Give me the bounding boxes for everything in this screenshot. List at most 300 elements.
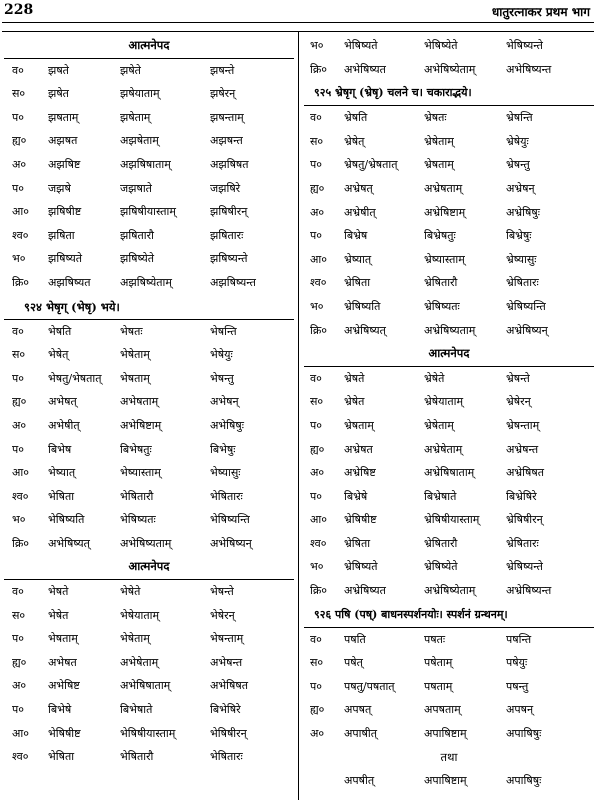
form-plural: अभेषिषुः xyxy=(210,418,244,432)
form-singular: झषेत xyxy=(48,87,69,101)
tense-label: क्रि० xyxy=(310,584,328,598)
tense-label: ह्य० xyxy=(310,703,325,717)
tense-label: प० xyxy=(310,489,322,503)
tense-label: आ० xyxy=(310,252,327,266)
form-singular: झषिषीष्ट xyxy=(48,205,82,219)
form-dual: भ्रेषेयाताम् xyxy=(424,395,464,409)
form-plural: अभ्रेषिषत xyxy=(506,466,544,480)
form-dual: झषेते xyxy=(120,63,141,77)
tense-label: स० xyxy=(12,608,26,622)
form-plural: अभ्रेषिषुः xyxy=(506,205,540,219)
tense-label: श्व० xyxy=(12,228,29,242)
form-dual: भेषिष्यतः xyxy=(120,513,156,527)
form-dual: अभेषिष्यताम् xyxy=(120,536,172,550)
form-dual: बिभेषाते xyxy=(120,703,153,717)
tense-label: प० xyxy=(12,181,24,195)
table-row xyxy=(304,248,594,272)
tense-label: प० xyxy=(310,229,322,243)
form-plural: भ्रेषन्तु xyxy=(506,158,530,172)
table-row xyxy=(4,247,294,271)
form-singular: भेषति xyxy=(48,324,72,338)
form-dual: भेष्यास्ताम् xyxy=(120,466,161,480)
table-row xyxy=(4,224,294,248)
table-row xyxy=(4,651,294,675)
form-dual: अभ्रेषताम् xyxy=(424,181,463,195)
form-singular: भेषेत xyxy=(48,608,69,622)
tense-label: प० xyxy=(310,679,322,693)
form-singular: भ्रेषताम् xyxy=(344,418,374,432)
form-dual: भ्रेषेते xyxy=(424,371,445,385)
form-dual: अभ्रेषिष्यताम् xyxy=(424,323,476,337)
form-singular: भ्रेषति xyxy=(344,111,368,125)
form-dual: भेषतः xyxy=(120,324,143,338)
form-singular: झषिता xyxy=(48,228,75,242)
form-dual: अभ्रेषेताम् xyxy=(424,442,463,456)
form-dual: भ्रेष्यास्ताम् xyxy=(424,252,465,266)
tense-label: भ० xyxy=(12,252,26,266)
tense-label: ह्य० xyxy=(12,395,27,409)
form-dual: झषिषीयास्ताम् xyxy=(120,205,176,219)
form-plural: झषितारः xyxy=(210,228,244,242)
table-row xyxy=(304,555,594,579)
form-singular: भेषिष्यति xyxy=(48,513,85,527)
table-row xyxy=(4,438,294,462)
form-dual: पषताम् xyxy=(424,679,453,693)
table-row xyxy=(4,59,294,83)
table-row xyxy=(4,532,294,556)
form-dual: अभ्रेषिषाताम् xyxy=(424,466,475,480)
form-singular: भ्रेषते xyxy=(344,371,365,385)
form-plural: बिभेषिरे xyxy=(210,703,241,717)
table-row xyxy=(304,319,594,343)
conjugation-table-924-atmanepada xyxy=(4,580,294,769)
tense-label: अ० xyxy=(310,727,325,741)
table-row xyxy=(304,224,594,248)
form-dual: भेषेयाताम् xyxy=(120,608,160,622)
tense-label: प० xyxy=(310,418,322,432)
tense-label: अ० xyxy=(310,205,325,219)
form-singular: बिभ्रेष xyxy=(344,229,368,243)
form-dual: भेषेताम् xyxy=(120,632,150,646)
table-row xyxy=(304,130,594,154)
form-plural: भ्रेष्यासुः xyxy=(506,252,537,266)
form-dual: झषेयाताम् xyxy=(120,87,160,101)
form-plural: जझषिरे xyxy=(210,181,241,195)
table-row xyxy=(4,129,294,153)
table-row xyxy=(304,532,594,556)
form-dual: जझषाते xyxy=(120,181,152,195)
form-dual: झषिष्येते xyxy=(120,252,155,266)
form-dual: भ्रेषितारौ xyxy=(424,276,458,290)
table-row xyxy=(4,390,294,414)
table-row xyxy=(4,508,294,532)
form-singular: अभेषिष्यत् xyxy=(48,536,90,550)
table-row xyxy=(304,106,594,130)
table-row xyxy=(4,367,294,391)
tense-label: प० xyxy=(12,632,24,646)
conjugation-table-925-atmanepada xyxy=(304,367,594,603)
form-dual: भ्रेषेताम् xyxy=(424,134,454,148)
form-singular: अभ्रेषिष्यत् xyxy=(344,323,386,337)
section-heading-atmanepada-1: आत्मनेपद xyxy=(4,34,294,59)
tense-label: स० xyxy=(310,656,324,670)
form-plural: भ्रेषितारः xyxy=(506,536,539,550)
form-singular: जझषे xyxy=(48,181,71,195)
form-plural: अभ्रेषिष्यन्त xyxy=(506,584,552,598)
form-plural: भेषेयुः xyxy=(210,348,233,362)
conjugation-table-925 xyxy=(304,106,594,342)
tense-label: व० xyxy=(12,324,24,338)
table-row xyxy=(4,745,294,769)
form-dual: पषतः xyxy=(424,632,446,646)
tense-label: स० xyxy=(12,87,26,101)
tense-label: अ० xyxy=(12,157,27,171)
form-plural: झषिषीरन् xyxy=(210,205,248,219)
form-dual: भेषताम् xyxy=(120,371,150,385)
tense-label: व० xyxy=(12,585,24,599)
table-row xyxy=(304,628,594,652)
form-plural: भेषन्ताम् xyxy=(210,632,244,646)
tense-label: व० xyxy=(310,111,322,125)
form-singular: भेष्यात् xyxy=(48,466,76,480)
form-plural: अपाषिषुः xyxy=(506,774,542,788)
left-column xyxy=(4,34,294,769)
tense-label: आ० xyxy=(310,513,327,527)
form-plural: अभेषन् xyxy=(210,395,239,409)
tense-label: स० xyxy=(12,348,26,362)
tense-label: प० xyxy=(12,110,24,124)
tense-label: ह्य० xyxy=(310,181,325,195)
form-singular: अभेषिष्यत xyxy=(344,62,386,76)
note-tatha: तथा xyxy=(440,749,458,764)
form-singular: अभ्रेषीत् xyxy=(344,205,376,219)
form-singular: भेषिष्यते xyxy=(344,39,378,52)
form-plural: अभेषिष्यन्त xyxy=(506,62,552,76)
form-singular: पषति xyxy=(344,632,366,646)
form-plural: भ्रेषिषीरन् xyxy=(506,513,543,527)
table-row xyxy=(304,295,594,319)
form-singular: अभ्रेषिष्ट xyxy=(344,466,376,480)
form-plural: भेषिषीरन् xyxy=(210,726,247,740)
table-row xyxy=(4,414,294,438)
table-row xyxy=(4,604,294,628)
form-dual: अभ्रेषिष्येताम् xyxy=(424,584,476,598)
form-dual: भ्रेषिष्यतः xyxy=(424,299,460,313)
form-plural: अभ्रेषन्त xyxy=(506,442,539,456)
tense-label: व० xyxy=(12,63,24,77)
table-row xyxy=(304,675,594,699)
section-heading-atmanepada-3: आत्मनेपद xyxy=(304,342,594,367)
table-row xyxy=(4,722,294,746)
tense-label: श्व० xyxy=(310,536,327,550)
tense-label: ह्य० xyxy=(310,442,325,456)
form-singular: बिभेषे xyxy=(48,703,72,717)
form-plural: अपषन् xyxy=(506,703,534,717)
form-singular: अभेषीत् xyxy=(48,418,80,432)
form-plural: पषन्ति xyxy=(506,632,532,646)
form-dual: अभेषिष्येताम् xyxy=(424,62,476,76)
form-dual: अझषिषाताम् xyxy=(120,157,171,171)
table-row xyxy=(4,320,294,344)
table-row xyxy=(4,200,294,224)
table-row xyxy=(304,651,594,675)
table-row xyxy=(4,82,294,106)
table-row xyxy=(4,698,294,722)
form-singular: भेषिषीष्ट xyxy=(48,726,81,740)
form-singular: भ्रेष्यात् xyxy=(344,252,372,266)
table-row xyxy=(304,722,594,746)
table-row xyxy=(304,271,594,295)
form-singular: अपषत् xyxy=(344,703,372,717)
form-plural: पषेयुः xyxy=(506,656,528,670)
form-dual: अपाषिष्टाम् xyxy=(424,774,467,788)
form-plural: अभेषिषत xyxy=(210,679,248,693)
form-plural: भ्रेषेरन् xyxy=(506,395,531,409)
table-row xyxy=(304,485,594,509)
form-singular: अभ्रेषिष्यत xyxy=(344,584,386,598)
table-row xyxy=(4,271,294,295)
form-dual: भेषितारौ xyxy=(120,750,154,764)
tense-label: क्रि० xyxy=(310,62,328,76)
form-dual: झषितारौ xyxy=(120,228,154,242)
form-singular: भ्रेषिष्यते xyxy=(344,560,378,574)
tense-label: श्व० xyxy=(12,489,29,503)
table-row xyxy=(304,367,594,391)
form-dual: भेषेताम् xyxy=(120,348,150,362)
tense-label: आ० xyxy=(12,205,29,219)
form-singular: अभेषत xyxy=(48,655,77,669)
form-singular: पषेत् xyxy=(344,656,363,670)
form-dual: भेषितारौ xyxy=(120,489,154,503)
form-singular: भेषिता xyxy=(48,750,75,764)
tense-label: भ० xyxy=(310,299,324,313)
form-plural: पषन्तु xyxy=(506,679,529,693)
table-row xyxy=(304,579,594,603)
form-plural: झषन्ताम् xyxy=(210,110,244,124)
form-plural: अभ्रेषिष्यन् xyxy=(506,323,548,337)
conjugation-table-1 xyxy=(4,59,294,295)
form-singular: अभ्रेषत xyxy=(344,442,373,456)
form-plural: भेषन्ते xyxy=(210,585,234,599)
table-row xyxy=(304,698,594,722)
form-singular: पषतु/पषतात् xyxy=(344,679,395,693)
form-plural: भेषन्तु xyxy=(210,371,234,385)
tense-label: क्रि० xyxy=(310,323,328,337)
tense-label: व० xyxy=(310,371,322,385)
form-dual: अभेषेताम् xyxy=(120,655,159,669)
form-singular: भेषिता xyxy=(48,489,75,503)
form-dual: अभ्रेषिष्टाम् xyxy=(424,205,466,219)
form-singular: भेषताम् xyxy=(48,632,78,646)
form-plural: झषेरन् xyxy=(210,87,236,101)
form-singular: झषिष्यते xyxy=(48,252,83,266)
table-row xyxy=(304,438,594,462)
root-heading-926: ९२६ पषि (पष्) बाधनस्पर्शनयोः। स्पर्शनं ग्रन्थनम्। xyxy=(304,603,594,628)
tense-label: श्व० xyxy=(12,750,29,764)
form-singular: भ्रेषिषीष्ट xyxy=(344,513,377,527)
form-dual: भ्रेषेताम् xyxy=(424,418,454,432)
form-plural: भ्रेषिष्यन्ति xyxy=(506,299,546,313)
form-singular: भेषतु/भेषतात् xyxy=(48,371,102,385)
form-plural: अझषिष्यन्त xyxy=(210,275,256,289)
form-singular: भ्रेषिता xyxy=(344,536,371,550)
form-dual: भेषिषीयास्ताम् xyxy=(120,726,176,740)
form-dual: अझषेताम् xyxy=(120,134,159,148)
table-row xyxy=(304,34,594,58)
tense-label: क्रि० xyxy=(12,536,30,550)
table-row xyxy=(4,580,294,604)
form-singular: भ्रेषेत् xyxy=(344,134,365,148)
running-title: धातुरत्नाकर प्रथम भाग xyxy=(491,5,590,19)
form-singular: अभेषत् xyxy=(48,395,77,409)
form-singular: अपाषीत् xyxy=(344,727,377,741)
form-plural: अझषिषत xyxy=(210,157,249,171)
page-number: 228 xyxy=(4,2,34,18)
form-plural: अभेषिष्यन् xyxy=(210,536,252,550)
form-plural: अपाषिषुः xyxy=(506,727,542,741)
tense-label: प० xyxy=(12,371,24,385)
form-plural: भ्रेषिष्यन्ते xyxy=(506,560,543,574)
tense-label: प० xyxy=(310,158,322,172)
form-dual: अझषिष्येताम् xyxy=(120,275,172,289)
form-singular: अझषत xyxy=(48,134,78,148)
form-plural: भेषन्ति xyxy=(210,324,237,338)
column-divider xyxy=(298,32,299,800)
form-dual: भेषेते xyxy=(120,585,141,599)
form-dual: भेषिष्येते xyxy=(424,39,458,52)
form-plural: भेषिष्यन्ते xyxy=(506,39,543,52)
form-dual: झषेताम् xyxy=(120,110,151,124)
form-singular: भ्रेषतु/भ्रेषतात् xyxy=(344,158,398,172)
table-row xyxy=(4,177,294,201)
tense-label: प० xyxy=(12,703,24,717)
form-plural: भेषितारः xyxy=(210,489,243,503)
form-singular: अझषिष्ट xyxy=(48,157,81,171)
tense-label: आ० xyxy=(12,466,29,480)
form-plural: झषिष्यन्ते xyxy=(210,252,248,266)
form-plural: भ्रेषन्ताम् xyxy=(506,418,540,432)
table-row xyxy=(304,414,594,438)
form-plural: भ्रेषन्ते xyxy=(506,371,530,385)
form-singular: अझषिष्यत xyxy=(48,275,91,289)
form-plural: बिभेषुः xyxy=(210,442,236,456)
header-rule xyxy=(2,22,594,23)
table-row xyxy=(304,769,594,793)
form-plural: भेष्यासुः xyxy=(210,466,241,480)
form-plural: अभेषन्त xyxy=(210,655,243,669)
form-plural: भ्रेषेयुः xyxy=(506,134,529,148)
form-dual: भ्रेषितारौ xyxy=(424,536,458,550)
table-row xyxy=(304,177,594,201)
conjugation-table-926-extra xyxy=(304,769,594,793)
form-singular: भेषते xyxy=(48,585,69,599)
form-dual: बिभ्रेषाते xyxy=(424,489,457,503)
tense-label: आ० xyxy=(12,726,29,740)
tense-label: भ० xyxy=(310,560,324,574)
conjugation-table-926 xyxy=(304,628,594,746)
tense-label: स० xyxy=(310,134,324,148)
form-dual: अपषताम् xyxy=(424,703,461,717)
form-plural: भेषिष्यन्ति xyxy=(210,513,250,527)
table-row xyxy=(4,343,294,367)
form-singular: भेषेत् xyxy=(48,348,69,362)
table-row xyxy=(304,58,594,82)
form-singular: अभ्रेषत् xyxy=(344,181,373,195)
form-plural: भ्रेषन्ति xyxy=(506,111,533,125)
tense-label: ह्य० xyxy=(12,134,27,148)
tense-label: अ० xyxy=(12,679,27,693)
form-dual: बिभ्रेषतुः xyxy=(424,229,456,243)
table-row xyxy=(4,461,294,485)
form-dual: अपाषिष्टाम् xyxy=(424,727,467,741)
tense-label: श्व० xyxy=(310,276,327,290)
form-plural: बिभ्रेषिरे xyxy=(506,489,537,503)
form-singular: अभेषिष्ट xyxy=(48,679,80,693)
form-plural: भ्रेषितारः xyxy=(506,276,539,290)
conjugation-table-924 xyxy=(4,320,294,556)
form-singular: भ्रेषिष्यति xyxy=(344,299,381,313)
form-dual: भ्रेषतः xyxy=(424,111,447,125)
tense-label: व० xyxy=(310,632,322,646)
form-dual: अभेषिष्टाम् xyxy=(120,418,162,432)
tense-label: ह्य० xyxy=(12,655,27,669)
table-row xyxy=(304,201,594,225)
form-dual: भ्रेषिषीयास्ताम् xyxy=(424,513,480,527)
form-dual: भ्रेषिष्येते xyxy=(424,560,458,574)
table-row xyxy=(4,106,294,130)
table-row xyxy=(4,674,294,698)
form-plural: बिभ्रेषुः xyxy=(506,229,532,243)
table-row xyxy=(304,390,594,414)
form-dual: अभेषिषाताम् xyxy=(120,679,171,693)
form-plural: भेषेरन् xyxy=(210,608,235,622)
form-dual: पषेताम् xyxy=(424,656,453,670)
form-singular: भ्रेषेत xyxy=(344,395,365,409)
tense-label: अ० xyxy=(12,418,27,432)
table-row xyxy=(304,153,594,177)
form-dual: बिभेषतुः xyxy=(120,442,152,456)
root-heading-925: ९२५ भ्रेषृग् (भ्रेषृ) चलने च। चकाराद्भये। xyxy=(304,81,594,106)
right-column xyxy=(304,34,594,793)
table-row xyxy=(4,627,294,651)
form-singular: बिभेष xyxy=(48,442,72,456)
table-row xyxy=(304,461,594,485)
table-row xyxy=(4,485,294,509)
form-singular: झषताम् xyxy=(48,110,79,124)
table-row xyxy=(4,153,294,177)
conjugation-table-continued xyxy=(304,34,594,81)
form-singular: बिभ्रेषे xyxy=(344,489,368,503)
root-heading-924: ९२४ भेषृग् (भेषृ) भये। xyxy=(4,295,294,320)
tense-label: अ० xyxy=(310,466,325,480)
form-plural: झषन्ते xyxy=(210,63,235,77)
tense-label: क्रि० xyxy=(12,275,30,289)
tense-label: स० xyxy=(310,395,324,409)
tense-label: भ० xyxy=(12,513,26,527)
page-header xyxy=(0,0,596,22)
tense-label: भ० xyxy=(310,39,324,52)
tense-label: प० xyxy=(12,442,24,456)
form-dual: अभेषताम् xyxy=(120,395,159,409)
form-plural: भेषितारः xyxy=(210,750,243,764)
form-dual: भ्रेषताम् xyxy=(424,158,454,172)
form-singular: अपषीत् xyxy=(344,774,375,788)
form-plural: अभ्रेषन् xyxy=(506,181,535,195)
form-plural: अझषन्त xyxy=(210,134,243,148)
section-heading-atmanepada-2: आत्मनेपद xyxy=(4,555,294,580)
table-row xyxy=(304,508,594,532)
form-singular: भ्रेषिता xyxy=(344,276,371,290)
